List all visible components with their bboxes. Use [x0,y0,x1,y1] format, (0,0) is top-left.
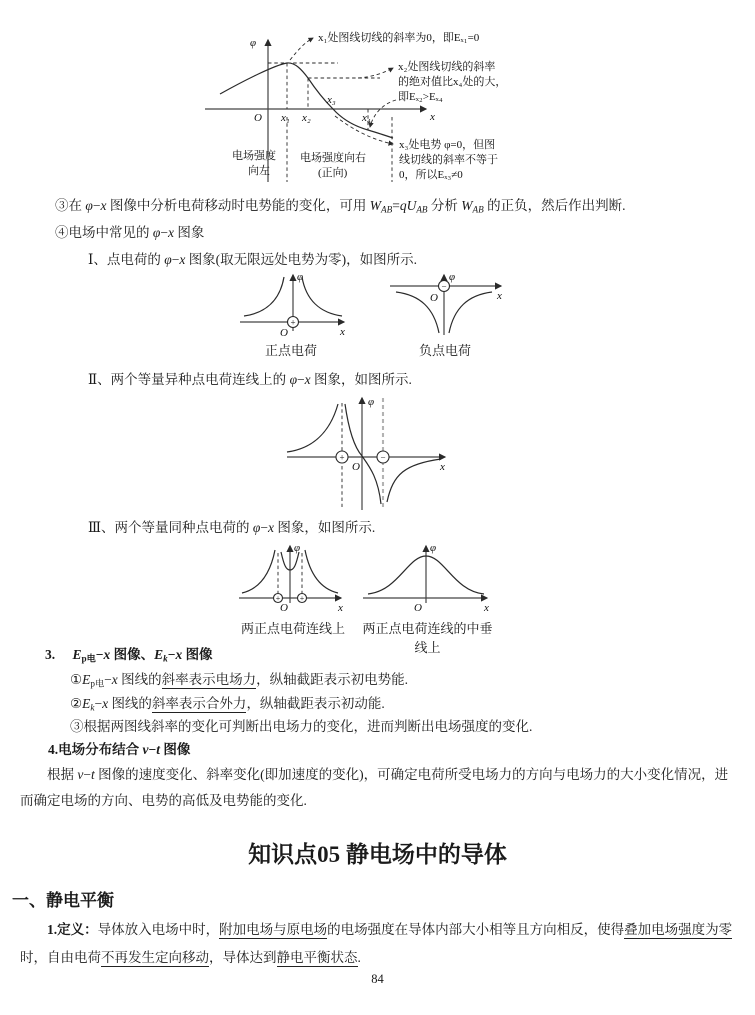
x2-tick: x₂ [302,112,311,124]
curve-left-branch [242,550,275,593]
curve-right-branch [302,277,342,316]
annotation-x3-line3: 0，所以Eₓ₃≠0 [399,169,463,181]
figure-opposite-charges [283,392,483,516]
plus-sign: + [275,594,281,603]
region-left-label-2: 向左 [248,165,270,177]
caption-like-charges-midline: 两正点电荷连线的中垂线上 [362,621,493,655]
region-right-label-1: 电场强度向右 [300,152,366,164]
origin-label: O [430,292,438,304]
annotation-x3-line1: x₃处电势 φ=0，但图 [399,139,496,151]
section3-line1: $①E_{p电}-x$ 图线的斜率表示电场力，纵轴截距表示初电势能. [70,672,408,689]
definition-paragraph: 1.定义：导体放入电场中时，附加电场与原电场的电场强度在导体内部大小相等且方向相反，使得叠加电场强度为零时，自由电荷不再发生定向移动，导体达到静电平衡状态. [20,922,733,965]
leader-to-ann1 [290,38,313,60]
item-I: Ⅰ、点电荷的 φ−x 图象(取无限远处电势为零)，如图所示. [88,252,418,267]
region-left-label-1: 电场强度 [232,150,276,162]
origin-label: O [414,602,422,614]
annotation-x1: x₁处图线切线的斜率为0，即Eₓ₁=0 [318,32,480,44]
x3-tick: x₃ [327,94,336,106]
annotation-x2-line1: x₂处图线切线的斜率 [398,61,496,73]
phi-axis-label: φ [430,542,437,554]
minus-sign: − [441,281,447,292]
phi-curve [220,63,393,138]
caption-negative-charge: 负点电荷 [418,343,471,358]
item-III: Ⅲ、两个等量同种点电荷的 φ−x 图象，如图所示. [88,520,376,535]
x-axis-label: x [430,111,435,123]
figure-like-charges-perpendicular [360,541,495,656]
annotation-x2-line3: 即Eₓ₂>Eₓ₄ [398,91,443,103]
curve-middle-branch [345,404,381,504]
phi-axis-label: φ [250,37,257,49]
annotation-x2-line2: 的绝对值比x₄处的大， [398,76,507,88]
section3-line3: ③根据两图线斜率的变化可判断出电场力的变化，进而判断出电场强度的变化. [70,719,533,734]
phi-axis-label: φ [449,271,456,283]
x-axis-label: x [440,461,445,473]
x1-tick: x₁ [281,112,290,124]
item-II: Ⅱ、两个等量异种点电荷连线上的 φ−x 图象，如图所示. [88,372,412,387]
x-axis-label: x [338,602,343,614]
x4-tick: x₄ [362,112,371,124]
knowledge-point-title: 知识点05 静电场中的导体 [248,842,507,867]
curve-left-branch [287,404,338,452]
figure-positive-point-charge [230,269,352,359]
section3-line2: $②E_k-x$ 图线的斜率表示合外力，纵轴截距表示初动能. [70,696,385,713]
section4-heading: 4.电场分布结合 v−t 图像 [48,742,191,757]
plus-sign: + [339,452,345,463]
phi-axis-label: φ [294,542,301,554]
electrostatic-balance-heading: 一、静电平衡 [12,891,114,910]
region-right-label-2: (正向) [318,167,348,179]
figure-negative-point-charge [380,269,510,359]
curve-right-branch [305,550,338,593]
minus-sign: − [380,452,386,463]
paragraph-3: ③在 φ−x 图像中分析电荷移动时电势能的变化，可用 $W_{AB}=qU_{AB}$ 分析 $W_{AB}$ 的正负，然后作出判断. [55,198,626,215]
plus-sign: + [299,594,305,603]
phi-axis-label: φ [368,396,375,408]
curve-right-branch [387,459,441,502]
section3-number: 3. [45,647,56,662]
origin-label: O [280,602,288,614]
figure-phi-x-slope [190,20,555,188]
phi-axis-label: φ [297,271,304,283]
section3-title: $E_{p电}-x$ 图像、$E_k-x$ 图像 [72,647,213,664]
origin-label: O [352,461,360,473]
figure-like-charges-on-line [237,541,349,637]
curve-left-branch [244,277,284,316]
paragraph-4: ④电场中常见的 φ−x 图象 [55,225,205,240]
leader-ann2-to-x4 [370,100,396,127]
curve-right-branch [449,292,492,333]
caption-like-charges-line: 两正点电荷连线上 [240,621,345,636]
caption-positive-charge: 正点电荷 [264,343,317,358]
leader-to-ann2 [358,68,393,78]
section3-heading [45,647,213,665]
annotation-x3-line2: 线切线的斜率不等于 [399,154,498,166]
page-number: 84 [371,972,384,986]
x-axis-label: x [340,326,345,338]
origin-label: O [280,327,288,339]
origin-label: O [254,112,262,124]
section4-body: 根据 v−t 图像的速度变化、斜率变化(即加速度的变化)，可确定电荷所受电场力的方向与电场力的大小变化情况，进而确定电场的方向、电势的高低及电势能的变化. [20,767,729,808]
x-axis-label: x [497,290,502,302]
x-axis-label: x [484,602,489,614]
plus-sign: + [290,317,296,328]
